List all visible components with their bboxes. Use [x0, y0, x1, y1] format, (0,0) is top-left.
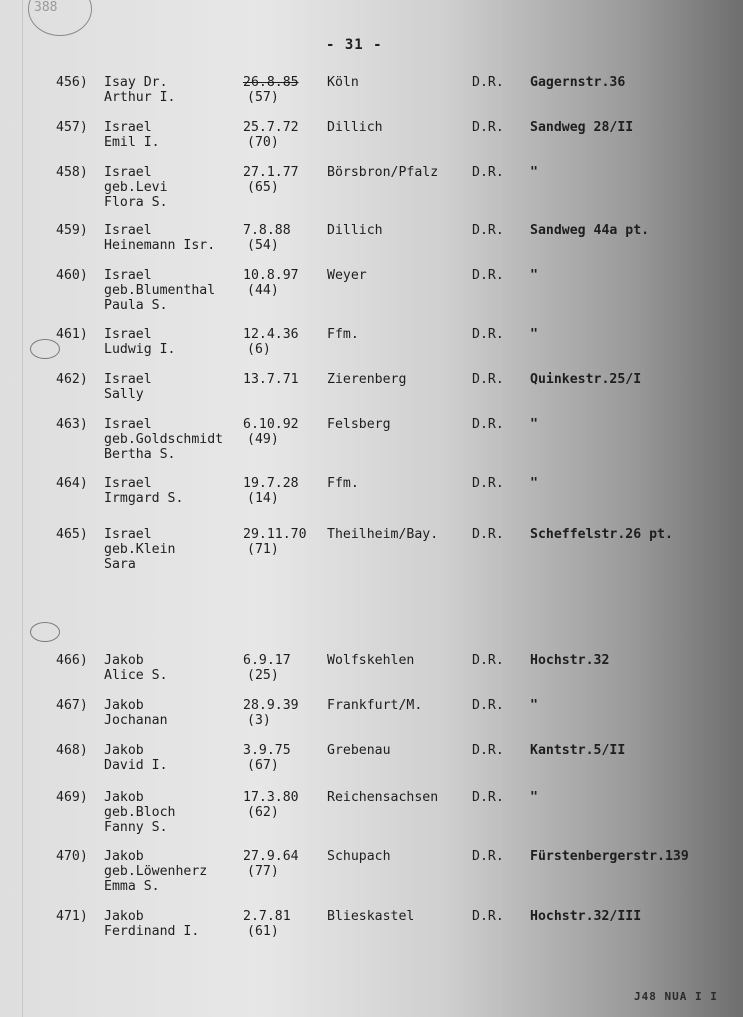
- entry-surname: Jakob: [104, 653, 144, 668]
- entry-name-line3: Paula S.: [104, 298, 168, 313]
- entry-given-name: geb.Goldschmidt: [104, 432, 224, 447]
- entry-given-name: Heinemann Isr.: [104, 238, 216, 253]
- entry-birth-date: 10.8.97: [243, 268, 299, 283]
- page-number: - 31 -: [326, 37, 383, 53]
- entry-age: (71): [247, 542, 279, 557]
- entry-given-name: geb.Bloch: [104, 805, 176, 820]
- entry-number: 461): [56, 327, 88, 342]
- entry-birthplace: Wolfskehlen: [327, 653, 415, 668]
- entry-given-name: geb.Löwenherz: [104, 864, 208, 879]
- entry-surname: Isay Dr.: [104, 75, 168, 90]
- entry-birth-date: 29.11.70: [243, 527, 307, 542]
- entry-birth-date: 6.9.17: [243, 653, 291, 668]
- entry-given-name: geb.Blumenthal: [104, 283, 216, 298]
- entry-address: Gagernstr.36: [530, 75, 626, 90]
- entry-birth-date: 2.7.81: [243, 909, 291, 924]
- entry-address: Sandweg 44a pt.: [530, 223, 650, 238]
- entry-birth-date: 13.7.71: [243, 372, 299, 387]
- entry-number: 466): [56, 653, 88, 668]
- entry-given-name: Emil I.: [104, 135, 160, 150]
- entry-number: 471): [56, 909, 88, 924]
- entry-citizenship: D.R.: [472, 75, 504, 90]
- page-fold-line: [22, 0, 23, 1017]
- entry-birthplace: Blieskastel: [327, 909, 415, 924]
- entry-birthplace: Köln: [327, 75, 359, 90]
- entry-citizenship: D.R.: [472, 327, 504, 342]
- entry-citizenship: D.R.: [472, 417, 504, 432]
- entry-address: Quinkestr.25/I: [530, 372, 642, 387]
- entry-birthplace: Dillich: [327, 120, 383, 135]
- entry-citizenship: D.R.: [472, 698, 504, 713]
- entry-address: Scheffelstr.26 pt.: [530, 527, 673, 542]
- entry-address: ": [530, 698, 538, 713]
- entry-given-name: Ludwig I.: [104, 342, 176, 357]
- entry-birth-date: 26.8.85: [243, 75, 299, 90]
- entry-number: 463): [56, 417, 88, 432]
- entry-given-name: Jochanan: [104, 713, 168, 728]
- entry-age: (61): [247, 924, 279, 939]
- entry-number: 468): [56, 743, 88, 758]
- punch-hole-mark: [30, 622, 60, 642]
- entry-surname: Jakob: [104, 743, 144, 758]
- entry-birth-date: 12.4.36: [243, 327, 299, 342]
- entry-address: Kantstr.5/II: [530, 743, 626, 758]
- entry-citizenship: D.R.: [472, 268, 504, 283]
- entry-birthplace: Reichensachsen: [327, 790, 439, 805]
- entry-given-name: Ferdinand I.: [104, 924, 200, 939]
- entry-surname: Jakob: [104, 909, 144, 924]
- entry-birth-date: 6.10.92: [243, 417, 299, 432]
- entry-address: Hochstr.32/III: [530, 909, 642, 924]
- entry-birthplace: Ffm.: [327, 476, 359, 491]
- entry-birthplace: Börsbron/Pfalz: [327, 165, 439, 180]
- entry-address: ": [530, 327, 538, 342]
- entry-birthplace: Theilheim/Bay.: [327, 527, 439, 542]
- entry-birthplace: Schupach: [327, 849, 391, 864]
- entry-age: (6): [247, 342, 271, 357]
- entry-surname: Jakob: [104, 790, 144, 805]
- entry-age: (62): [247, 805, 279, 820]
- entry-address: ": [530, 476, 538, 491]
- entry-birth-date: 27.1.77: [243, 165, 299, 180]
- entry-address: ": [530, 268, 538, 283]
- entry-surname: Israel: [104, 527, 152, 542]
- entry-age: (70): [247, 135, 279, 150]
- entry-surname: Jakob: [104, 698, 144, 713]
- entry-surname: Israel: [104, 476, 152, 491]
- entry-surname: Israel: [104, 372, 152, 387]
- entry-citizenship: D.R.: [472, 849, 504, 864]
- entry-surname: Jakob: [104, 849, 144, 864]
- entry-birthplace: Dillich: [327, 223, 383, 238]
- entry-birth-date: 25.7.72: [243, 120, 299, 135]
- archive-stamp-number: 388: [34, 0, 58, 15]
- entry-citizenship: D.R.: [472, 790, 504, 805]
- entry-surname: Israel: [104, 165, 152, 180]
- entry-birthplace: Felsberg: [327, 417, 391, 432]
- entry-given-name: Sally: [104, 387, 144, 402]
- entry-age: (77): [247, 864, 279, 879]
- entry-given-name: Irmgard S.: [104, 491, 184, 506]
- entry-citizenship: D.R.: [472, 372, 504, 387]
- entry-birth-date: 28.9.39: [243, 698, 299, 713]
- archive-reference-mark: J48 NUA I I: [634, 990, 718, 1003]
- entry-given-name: geb.Klein: [104, 542, 176, 557]
- entry-number: 456): [56, 75, 88, 90]
- entry-address: Fürstenbergerstr.139: [530, 849, 689, 864]
- entry-number: 464): [56, 476, 88, 491]
- entry-given-name: Alice S.: [104, 668, 168, 683]
- entry-citizenship: D.R.: [472, 743, 504, 758]
- entry-number: 469): [56, 790, 88, 805]
- entry-number: 470): [56, 849, 88, 864]
- entry-address: ": [530, 417, 538, 432]
- entry-age: (49): [247, 432, 279, 447]
- entry-birthplace: Zierenberg: [327, 372, 407, 387]
- entry-citizenship: D.R.: [472, 653, 504, 668]
- entry-address: Hochstr.32: [530, 653, 610, 668]
- entry-address: ": [530, 165, 538, 180]
- entry-age: (44): [247, 283, 279, 298]
- entry-citizenship: D.R.: [472, 527, 504, 542]
- entry-birth-date: 7.8.88: [243, 223, 291, 238]
- entry-number: 459): [56, 223, 88, 238]
- entry-birthplace: Grebenau: [327, 743, 391, 758]
- entry-address: Sandweg 28/II: [530, 120, 634, 135]
- entry-birth-date: 27.9.64: [243, 849, 299, 864]
- entry-citizenship: D.R.: [472, 223, 504, 238]
- entry-given-name: David I.: [104, 758, 168, 773]
- entry-given-name: geb.Levi: [104, 180, 168, 195]
- entry-citizenship: D.R.: [472, 476, 504, 491]
- entry-surname: Israel: [104, 327, 152, 342]
- entry-age: (3): [247, 713, 271, 728]
- entry-birthplace: Ffm.: [327, 327, 359, 342]
- entry-surname: Israel: [104, 120, 152, 135]
- entry-surname: Israel: [104, 268, 152, 283]
- entry-number: 460): [56, 268, 88, 283]
- entry-name-line3: Flora S.: [104, 195, 168, 210]
- entry-given-name: Arthur I.: [104, 90, 176, 105]
- entry-birth-date: 17.3.80: [243, 790, 299, 805]
- entry-number: 462): [56, 372, 88, 387]
- entry-age: (67): [247, 758, 279, 773]
- entry-birth-date: 3.9.75: [243, 743, 291, 758]
- entry-name-line3: Sara: [104, 557, 136, 572]
- entry-birthplace: Frankfurt/M.: [327, 698, 423, 713]
- entry-name-line3: Bertha S.: [104, 447, 176, 462]
- entry-name-line3: Emma S.: [104, 879, 160, 894]
- entry-name-line3: Fanny S.: [104, 820, 168, 835]
- entry-age: (25): [247, 668, 279, 683]
- entry-number: 458): [56, 165, 88, 180]
- entry-citizenship: D.R.: [472, 165, 504, 180]
- entry-number: 467): [56, 698, 88, 713]
- entry-citizenship: D.R.: [472, 120, 504, 135]
- entry-age: (14): [247, 491, 279, 506]
- entry-age: (65): [247, 180, 279, 195]
- entry-birthplace: Weyer: [327, 268, 367, 283]
- entry-age: (57): [247, 90, 279, 105]
- entry-age: (54): [247, 238, 279, 253]
- entry-birth-date: 19.7.28: [243, 476, 299, 491]
- entry-number: 457): [56, 120, 88, 135]
- entry-surname: Israel: [104, 417, 152, 432]
- entry-citizenship: D.R.: [472, 909, 504, 924]
- entry-address: ": [530, 790, 538, 805]
- entry-number: 465): [56, 527, 88, 542]
- entry-surname: Israel: [104, 223, 152, 238]
